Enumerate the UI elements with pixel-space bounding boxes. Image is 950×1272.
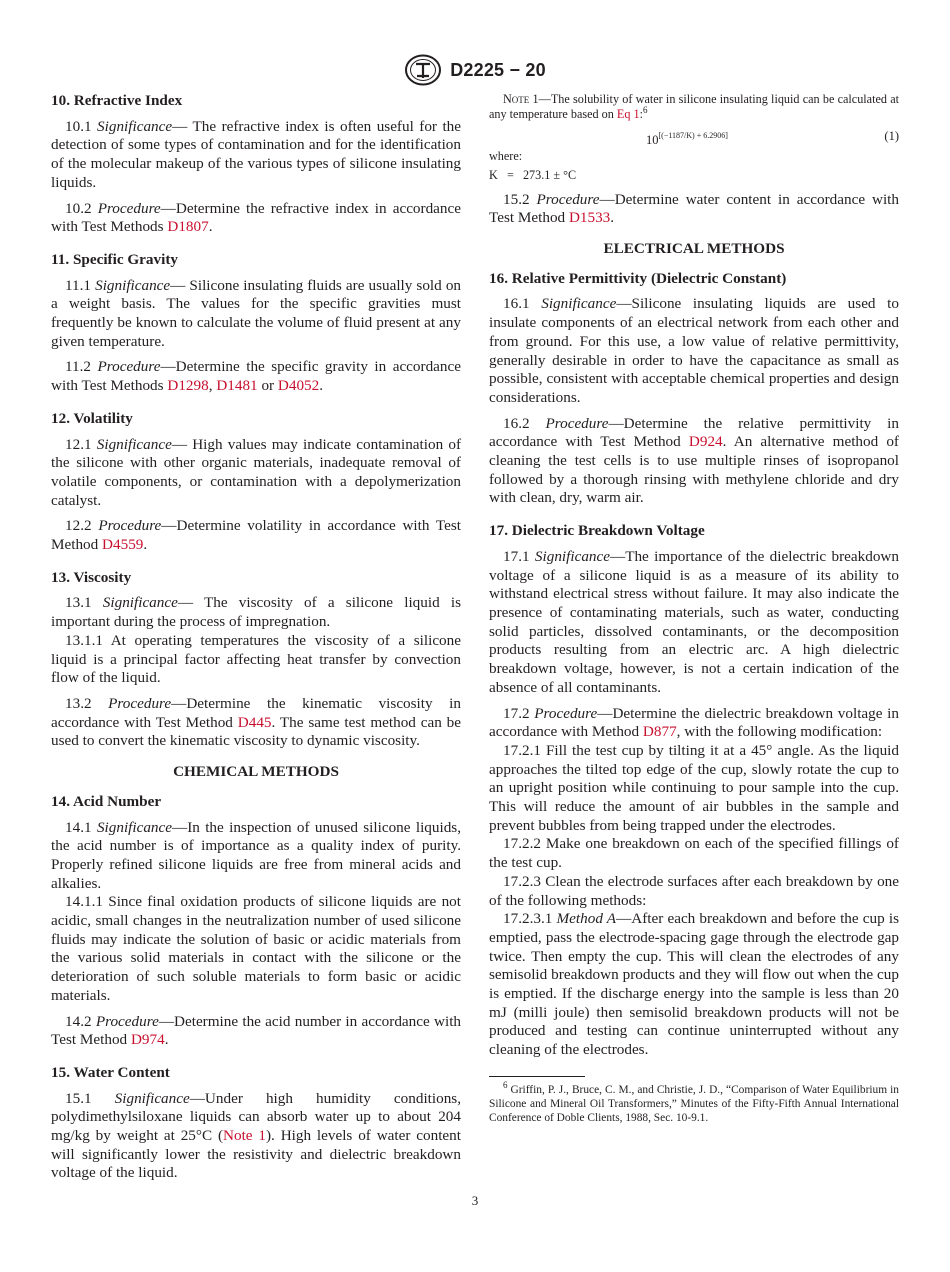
page-header: [0, 54, 950, 86]
paragraph: 17.1 Significance—The importance of the dielectric breakdown voltage of a silicone liquid is as a measure of its ability to withstand electrical stress without failure. It may also indicate the presence of contaminating materials, such as water, conducting solid particles, dissolved contaminants, or the decomposition products resulting from an electric arc. A high dielectric breakdown voltage, however, is not a certain indication of the absence of all contaminants.: [489, 547, 899, 696]
footnote-rule: [489, 1076, 585, 1077]
paragraph: 11.1 Significance— Silicone insulating fluids are usually sold on a weight basis. The values for the specific gravities must frequently be known to calculate the volume of fluid present at any given temperature.: [51, 276, 462, 350]
paragraph: 13.2 Procedure—Determine the kinematic viscosity in accordance with Test Method D445. The same test method can be used to convert the kinematic viscosity to dynamic viscosity.: [51, 694, 462, 750]
paragraph: 15.1 Significance—Under high humidity conditions, polydimethylsiloxane liquids can absorb water up to about 204 mg/kg by weight at 25°C (Note 1). High levels of water content will significantly lower the resistivity and dielectric breakdown voltage of the liquid.: [51, 1089, 461, 1182]
standard-designation: D2225 − 20: [450, 59, 546, 80]
paragraph: 11.2 Procedure—Determine the specific gravity in accordance with Test Methods D1298, D1481 or D4052.: [51, 358, 461, 395]
reference-link[interactable]: D4559: [102, 536, 144, 554]
equation-link[interactable]: Eq 1: [616, 107, 640, 122]
where-label: where:: [489, 148, 523, 163]
paragraph: 17.2.1 Fill the test cup by tilting it at a 45° angle. As the liquid approaches the tilted top edge of the cup, slowly rotate the cup to an upright position while continuing to pour sample into the cup. This will reduce the amount of air bubbles in the sample and prevent bubbles from being trapped under the electrodes.: [489, 741, 899, 834]
reference-link[interactable]: D924: [688, 433, 723, 451]
reference-link[interactable]: D1298: [167, 377, 209, 395]
reference-link[interactable]: D445: [237, 713, 272, 731]
reference-link[interactable]: D877: [642, 723, 677, 741]
section-heading: 10. Refractive Index: [51, 92, 183, 109]
section-heading: 13. Viscosity: [51, 568, 132, 586]
paragraph: 17.2.2 Make one breakdown on each of the specified fillings of the test cup.: [489, 835, 899, 872]
methods-heading: ELECTRICAL METHODS: [603, 240, 785, 258]
equation-number: (1): [884, 128, 899, 143]
footnote: $^6$ Griffin, P. J., Bruce, C. M., and Christie, J. D., “Comparison of Water Equilibrium in Silicone and Mineral Oil Transformers,” Minutes of the Fifty-Fifth Annual International Conference of Doble Clients, 1988, Sec. 10-9.1.: [489, 1079, 899, 1125]
left-column: [51, 92, 461, 1183]
page-number: 3: [471, 1193, 479, 1208]
paragraph: 16.2 Procedure—Determine the relative permittivity in accordance with Test Method D924. An alternative method of cleaning the test cells is to use multiple rinses of isopropanol followed by a thorough rinsing with methylene chloride and dry with clean, dry, warm air.: [489, 414, 899, 507]
note-link[interactable]: Note 1: [223, 1127, 266, 1145]
paragraph: 15.2 Procedure—Determine water content in accordance with Test Method D1533.: [489, 190, 899, 227]
section-heading: 16. Relative Permittivity (Dielectric Constant): [489, 269, 787, 287]
paragraph: 17.2.3 Clean the electrode surfaces after each breakdown by one of the following methods:: [489, 872, 899, 909]
footnote-marker[interactable]: 6: [643, 105, 648, 116]
paragraph: 14.2 Procedure—Determine the acid number in accordance with Test Method D974.: [51, 1012, 462, 1049]
paragraph: 10.2 Procedure—Determine the refractive index in accordance with Test Methods D1807.: [51, 199, 461, 236]
paragraph: 14.1.1 Since final oxidation products of silicone liquids are not acidic, small changes in the neutralization number of used silicone fluids may indicate the solution of basic or acidic materials from the various solid materials in contact with the silicone or the deterioration of such soluble materials to form basic or acidic materials.: [51, 893, 461, 1004]
equation-formula: 10[(−1187/K) + 6.2906]: [646, 130, 728, 147]
paragraph: 10.1 Significance— The refractive index is often useful for the detection of some types of contamination and for the identification of the molecular makeup of the various types of silicone insulating liquids.: [51, 117, 461, 191]
note: Note 1—The solubility of water in silicone insulating liquid can be calculated at any temperature based on Eq 1:$^6$: [489, 92, 900, 122]
equation: [489, 123, 899, 145]
section-heading: 14. Acid Number: [51, 792, 162, 810]
paragraph: 14.1 Significance—In the inspection of unused silicone liquids, the acid number is of importance as a quality index of purity. Properly refined silicone liquids are free from mineral acids and alkalies.: [51, 818, 462, 892]
right-column: [489, 92, 899, 1125]
paragraph: 16.1 Significance—Silicone insulating liquids are used to insulate components of an electrical network from each other and from ground. For this use, a low value of relative permittivity, generally desirable in order to have the capacitance as small as possible, consistent with acceptable chemical properties and design considerations.: [489, 295, 899, 406]
methods-heading: CHEMICAL METHODS: [173, 763, 339, 781]
paragraph: 13.1.1 At operating temperatures the viscosity of a silicone liquid is a principal factor affecting heat transfer by convection flow of the liquid.: [51, 631, 461, 687]
reference-link[interactable]: D4052: [277, 377, 320, 395]
reference-link[interactable]: D1481: [216, 377, 258, 395]
paragraph: 13.1 Significance— The viscosity of a silicone liquid is important during the process of impregnation.: [51, 594, 461, 631]
reference-link[interactable]: D1807: [167, 218, 209, 236]
paragraph: 17.2.3.1 Method A—After each breakdown and before the cup is emptied, pass the electrode-spacing gage through the electrode gap twice. Then empty the cup. This will clean the electrodes of any semisolid breakdown products and they will flow out when the cup is emptied. If the discharge energy into the sample is less than 20 mJ (milli joule) then semisolid breakdown products will not be produced and testing can continue uninterrupted without any cleaning of the electrodes.: [489, 910, 899, 1059]
paragraph: 17.2 Procedure—Determine the dielectric breakdown voltage in accordance with Method D877, with the following modification:: [489, 704, 899, 741]
section-heading: 15. Water Content: [51, 1063, 170, 1081]
section-heading: 12. Volatility: [51, 409, 133, 427]
reference-link[interactable]: D1533: [568, 209, 611, 227]
paragraph: 12.1 Significance— High values may indicate contamination of the silicone with other organic materials, inadequate removal of volatile components, or contamination with a depolymerization catalyst.: [51, 435, 462, 509]
paragraph: 12.2 Procedure—Determine volatility in accordance with Test Method D4559.: [51, 517, 461, 554]
section-heading: 17. Dielectric Breakdown Voltage: [489, 522, 705, 540]
reference-link[interactable]: D974: [130, 1031, 165, 1049]
section-heading: 11. Specific Gravity: [51, 250, 178, 268]
astm-logo-icon: [404, 54, 442, 86]
where-definition: K = 273.1 ± °C: [489, 168, 577, 183]
